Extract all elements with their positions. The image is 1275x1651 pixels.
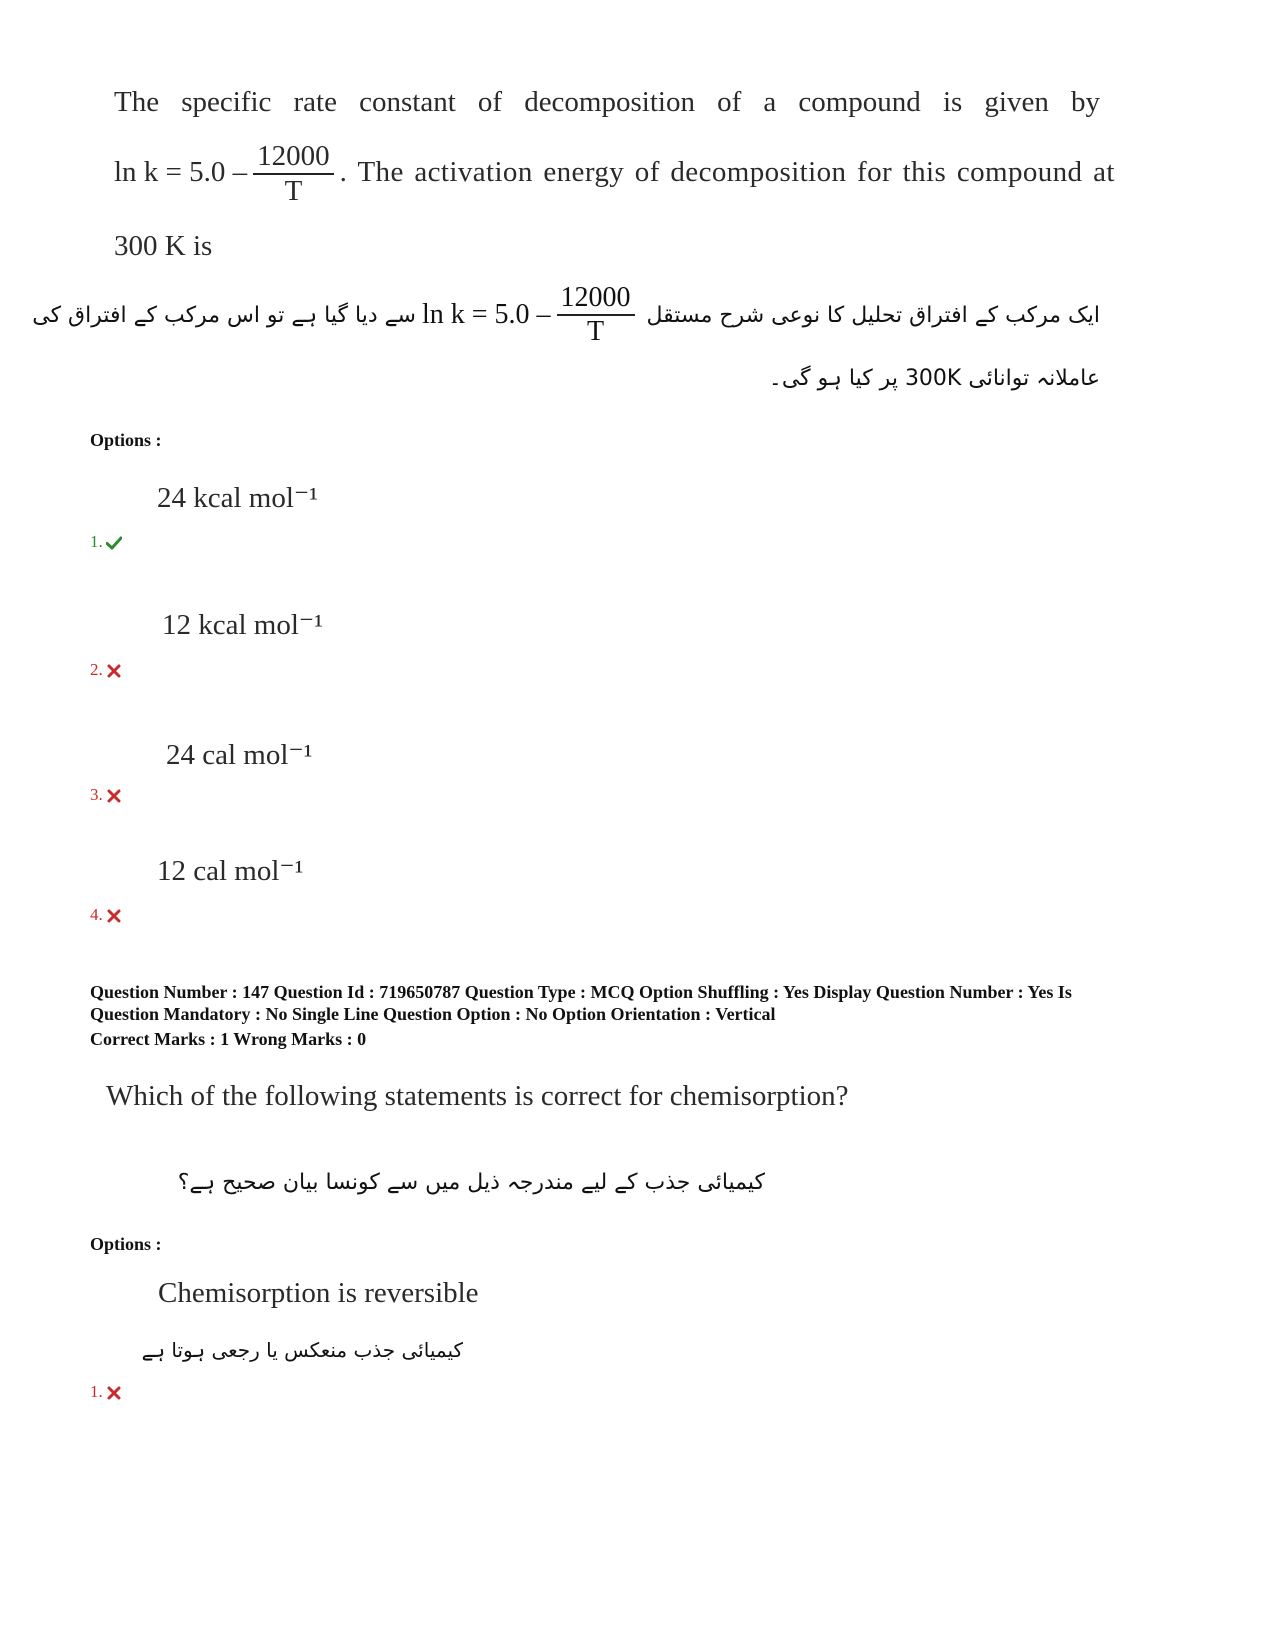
option-4-text: 12 cal mol⁻¹ bbox=[157, 855, 304, 887]
option-number: 1. bbox=[90, 1382, 103, 1401]
option-2-text: 12 kcal mol⁻¹ bbox=[162, 609, 323, 641]
option-number: 2. bbox=[90, 660, 103, 679]
question-147-meta bbox=[90, 981, 1100, 1050]
meta-line-3: Correct Marks : 1 Wrong Marks : 0 bbox=[90, 1029, 367, 1049]
option-1-number bbox=[90, 1382, 122, 1402]
formula-numerator: 12000 bbox=[253, 140, 334, 175]
word: The bbox=[114, 86, 160, 118]
cross-icon bbox=[106, 1386, 122, 1400]
formula-lhs: ln k = 5.0 – bbox=[114, 156, 248, 188]
option-number: 3. bbox=[90, 785, 103, 804]
word: a bbox=[763, 86, 777, 118]
option-2-number bbox=[90, 660, 122, 680]
word: is bbox=[942, 86, 963, 118]
option-number: 4. bbox=[90, 905, 103, 924]
option-4-number bbox=[90, 905, 122, 925]
meta-line-2: Question Mandatory : No Single Line Question Option : No Option Orientation : Vertical bbox=[90, 1004, 776, 1024]
word: specific bbox=[181, 86, 272, 118]
question-146-line2-rest: . The activation energy of decomposition for this compound at bbox=[339, 156, 1115, 188]
question-147-urdu: کیمیائی جذب کے لیے مندرجہ ذیل میں سے کونسا بیان صحیح ہے؟ bbox=[177, 1170, 765, 1195]
word: of bbox=[477, 86, 503, 118]
urdu-formula-fraction bbox=[557, 282, 635, 348]
option-1-text: 24 kcal mol⁻¹ bbox=[157, 482, 318, 514]
question-146-urdu-line1 bbox=[32, 282, 1100, 348]
formula-fraction bbox=[253, 140, 334, 209]
option-1-text: Chemisorption is reversible bbox=[158, 1277, 479, 1309]
word: by bbox=[1070, 86, 1100, 118]
cross-icon bbox=[106, 789, 122, 803]
urdu-formula-lhs: ln k = 5.0 – bbox=[421, 299, 551, 331]
cross-icon bbox=[106, 664, 122, 678]
word: given bbox=[984, 86, 1049, 118]
word: of bbox=[717, 86, 742, 118]
urdu-formula-numerator: 12000 bbox=[557, 282, 635, 316]
cross-icon bbox=[106, 909, 122, 923]
urdu-formula-denominator: T bbox=[586, 316, 605, 348]
option-1-number bbox=[90, 532, 122, 552]
options-label: Options : bbox=[90, 1234, 162, 1254]
formula-denominator: T bbox=[284, 175, 303, 208]
urdu-text-pre: ایک مرکب کے افتراق تحلیل کا نوعی شرح مستقل bbox=[646, 302, 1100, 328]
question-147-text: Which of the following statements is correct for chemisorption? bbox=[106, 1080, 849, 1112]
option-3-number bbox=[90, 785, 122, 805]
word: compound bbox=[798, 86, 921, 118]
word: rate bbox=[293, 86, 337, 118]
question-146-line3: 300 K is bbox=[114, 230, 213, 262]
question-146-urdu-line2: عاملانہ توانائی 300K پر کیا ہو گی۔ bbox=[768, 366, 1100, 391]
option-1-urdu: کیمیائی جذب منعکس یا رجعی ہوتا ہے bbox=[141, 1338, 463, 1362]
options-label: Options : bbox=[90, 430, 162, 450]
option-number: 1. bbox=[90, 532, 103, 551]
urdu-formula bbox=[422, 282, 641, 348]
word: decomposition bbox=[524, 86, 695, 118]
option-3-text: 24 cal mol⁻¹ bbox=[166, 739, 313, 771]
word: constant bbox=[359, 86, 456, 118]
meta-line-1: Question Number : 147 Question Id : 719650787 Question Type : MCQ Option Shuffling : Yes Display Question Number : Yes Is bbox=[90, 982, 1072, 1002]
question-146-line1 bbox=[114, 86, 1100, 119]
urdu-text-post: سے دیا گیا ہے تو اس مرکب کے افتراق کی bbox=[32, 302, 416, 328]
check-icon bbox=[106, 536, 122, 550]
question-146-formula-line bbox=[114, 140, 1115, 209]
